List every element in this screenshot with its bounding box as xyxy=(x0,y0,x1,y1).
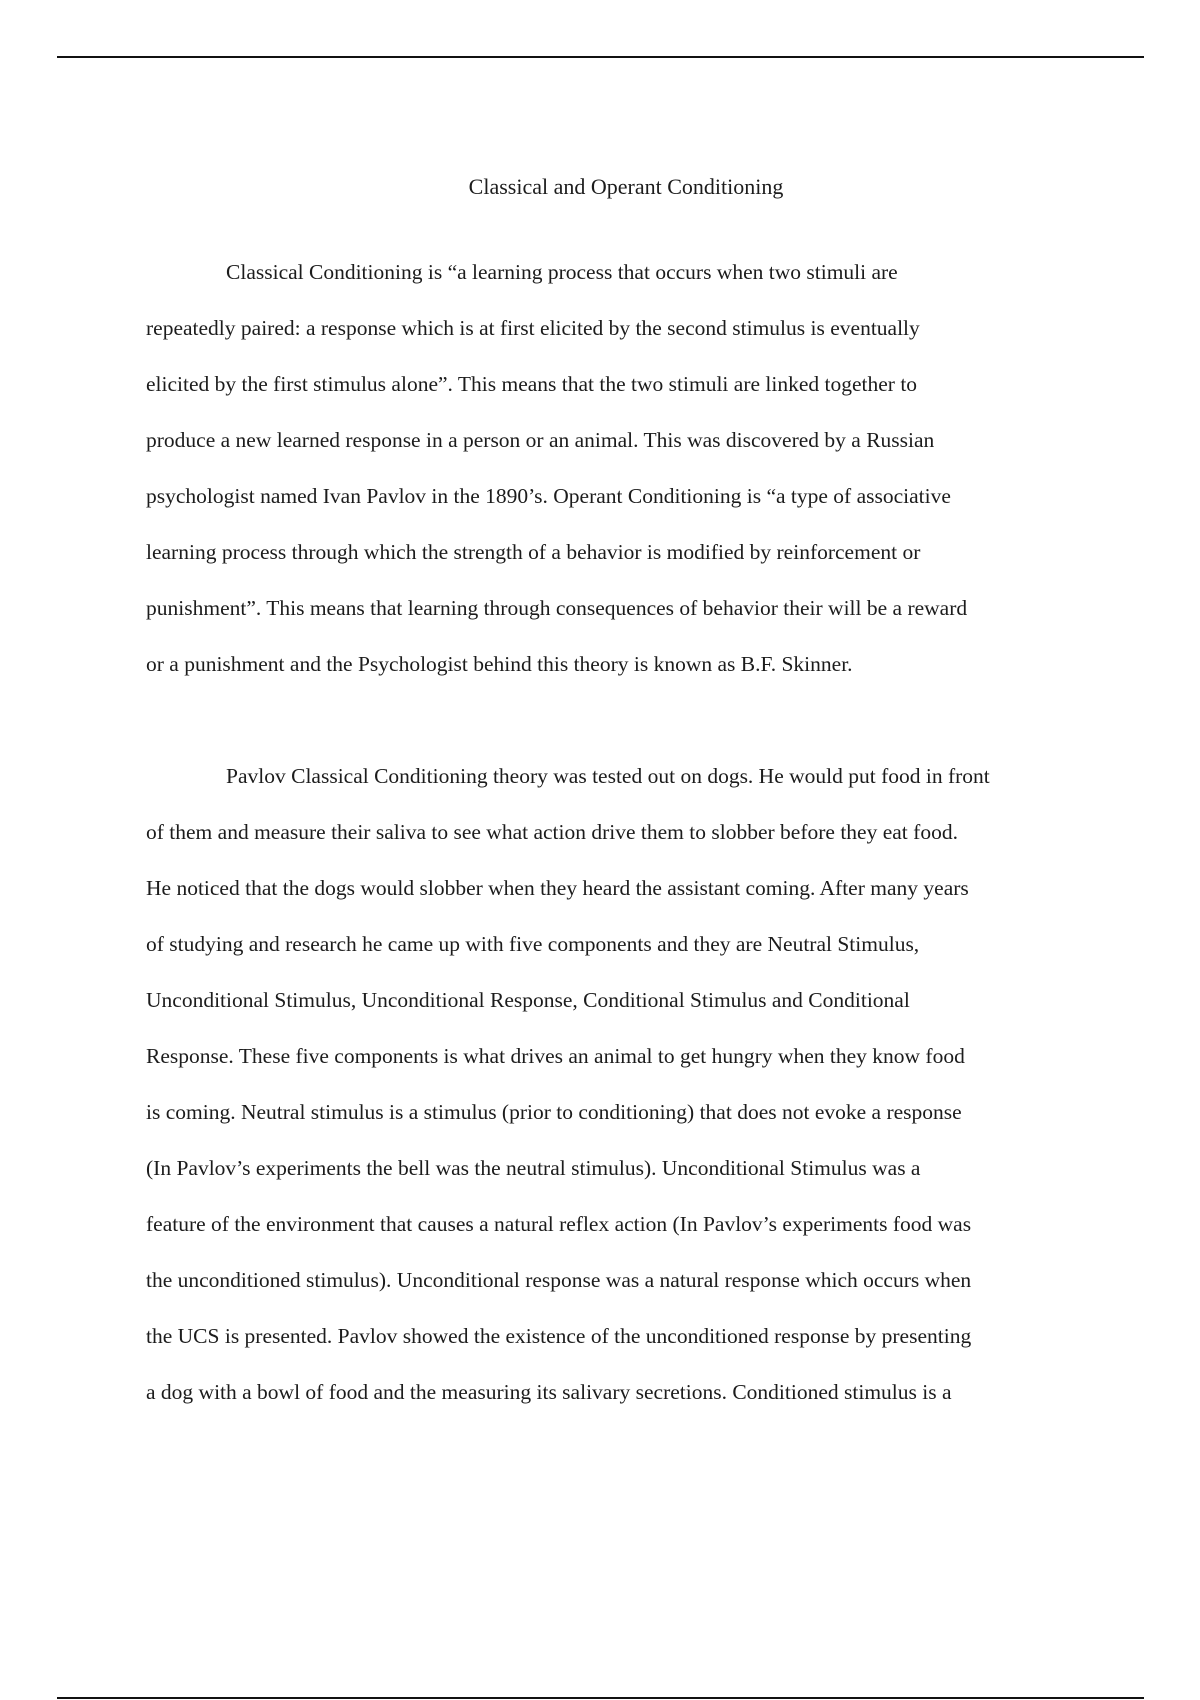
paragraph-line: the unconditioned stimulus). Unconditional response was a natural response which occurs when xyxy=(146,1268,972,1292)
paragraph-line: is coming. Neutral stimulus is a stimulus (prior to conditioning) that does not evoke a response xyxy=(146,1100,962,1124)
paragraph-line: learning process through which the strength of a behavior is modified by reinforcement or xyxy=(146,540,921,564)
paragraph-line: psychologist named Ivan Pavlov in the 1890’s. Operant Conditioning is “a type of associative xyxy=(146,484,951,508)
footer-rule xyxy=(57,1697,1144,1699)
paragraph-line: feature of the environment that causes a natural reflex action (In Pavlov’s experiments food was xyxy=(146,1212,972,1236)
paragraph-line: produce a new learned response in a person or an animal. This was discovered by a Russian xyxy=(146,428,935,452)
paragraph-line: a dog with a bowl of food and the measuring its salivary secretions. Conditioned stimulus is a xyxy=(146,1380,952,1404)
header-rule xyxy=(57,56,1144,58)
paragraph-line: Pavlov Classical Conditioning theory was tested out on dogs. He would put food in front xyxy=(226,764,990,788)
paragraph-line: Response. These five components is what drives an animal to get hungry when they know food xyxy=(146,1044,965,1068)
paragraph-line: Unconditional Stimulus, Unconditional Response, Conditional Stimulus and Conditional xyxy=(146,988,910,1012)
paragraph-1 xyxy=(146,244,967,692)
paragraph-line: of them and measure their saliva to see what action drive them to slobber before they eat food. xyxy=(146,820,958,844)
paragraph-2 xyxy=(146,748,990,1420)
paragraph-line: elicited by the first stimulus alone”. This means that the two stimuli are linked together to xyxy=(146,372,918,396)
paragraph-line: or a punishment and the Psychologist behind this theory is known as B.F. Skinner. xyxy=(146,652,853,676)
document-title: Classical and Operant Conditioning xyxy=(468,174,784,199)
paragraph-line: punishment”. This means that learning through consequences of behavior their will be a reward xyxy=(146,596,968,620)
paragraph-line: Classical Conditioning is “a learning process that occurs when two stimuli are xyxy=(226,260,898,284)
paragraph-line: the UCS is presented. Pavlov showed the existence of the unconditioned response by presenting xyxy=(146,1324,972,1348)
paragraph-line: He noticed that the dogs would slobber when they heard the assistant coming. After many years xyxy=(146,876,969,900)
paragraph-line: of studying and research he came up with five components and they are Neutral Stimulus, xyxy=(146,932,920,956)
paragraph-line: (In Pavlov’s experiments the bell was the neutral stimulus). Unconditional Stimulus was a xyxy=(146,1156,921,1180)
paragraph-line: repeatedly paired: a response which is at first elicited by the second stimulus is eventually xyxy=(146,316,920,340)
